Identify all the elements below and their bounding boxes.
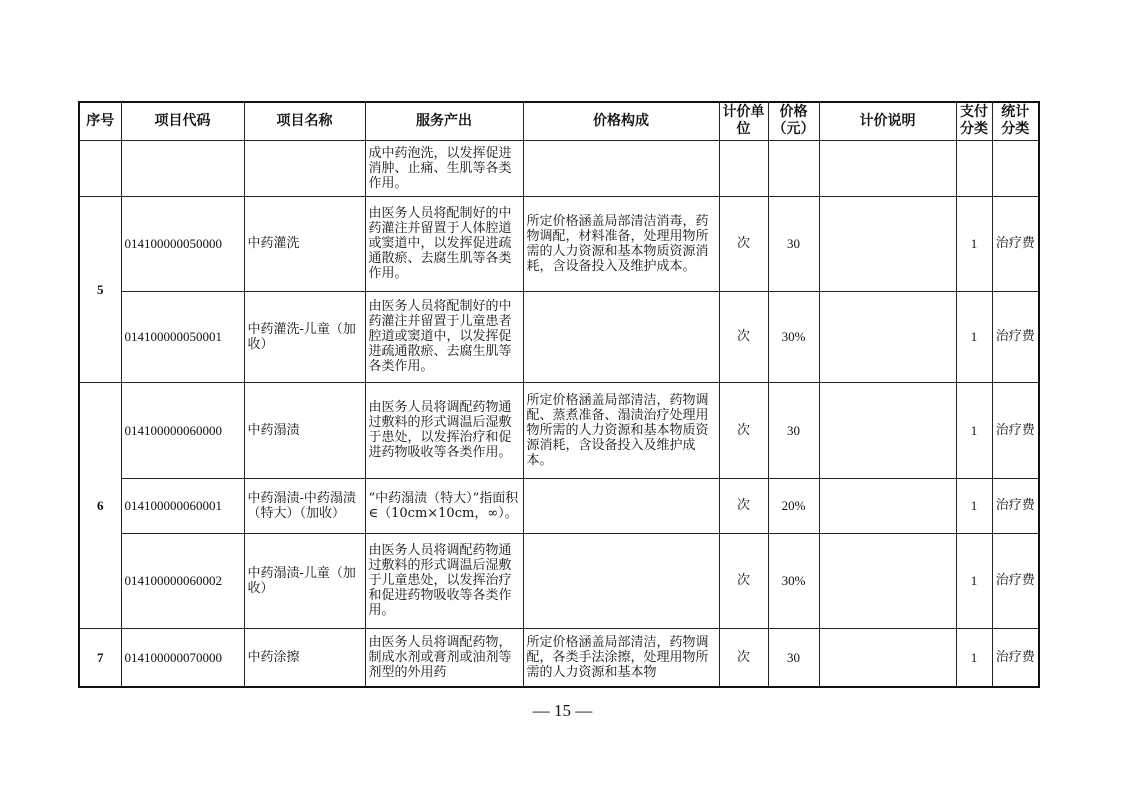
output-cell: 由医务人员将配制好的中药灌注并留置于儿童患者腔道或窦道中，以发挥促进疏通散瘀、去腐生肌等各类作用。 (365, 291, 523, 382)
note-cell (819, 478, 956, 533)
stat-cell (992, 140, 1039, 196)
seq-cell: 6 (79, 382, 121, 628)
pay-cell: 1 (956, 382, 992, 478)
header-price: 价格（元） (768, 102, 819, 140)
header-seq: 序号 (79, 102, 121, 140)
unit-cell: 次 (719, 628, 768, 687)
table-row (79, 628, 1039, 687)
price-composition-cell: 所定价格涵盖局部清洁，药物调配、蒸煮准备、溻渍治疗处理用物所需的人力资源和基本物质资源消耗，含设备投入及维护成本。 (523, 382, 719, 478)
name-cell: 中药涂擦 (244, 628, 365, 687)
unit-cell: 次 (719, 196, 768, 291)
header-output: 服务产出 (365, 102, 523, 140)
header-stat-category: 统计分类 (992, 102, 1039, 140)
stat-cell: 治疗费 (992, 291, 1039, 382)
note-cell (819, 140, 956, 196)
seq-cell: 7 (79, 628, 121, 687)
header-note: 计价说明 (819, 102, 956, 140)
name-cell: 中药溻渍 (244, 382, 365, 478)
pay-cell: 1 (956, 628, 992, 687)
header-unit: 计价单位 (719, 102, 768, 140)
name-cell: 中药溻渍-儿童（加收） (244, 533, 365, 628)
table-row (79, 140, 1039, 196)
price-cell: 20% (768, 478, 819, 533)
unit-cell: 次 (719, 478, 768, 533)
pay-cell: 1 (956, 533, 992, 628)
seq-cell: 5 (79, 196, 121, 382)
price-cell: 30% (768, 291, 819, 382)
table-row (79, 196, 1039, 291)
code-cell: 014100000060002 (121, 533, 244, 628)
output-cell: 由医务人员将调配药物通过敷料的形式调温后湿敷于儿童患处，以发挥治疗和促进药物吸收等各类作用。 (365, 533, 523, 628)
name-cell: 中药灌洗 (244, 196, 365, 291)
code-cell: 014100000070000 (121, 628, 244, 687)
unit-cell: 次 (719, 291, 768, 382)
stat-cell: 治疗费 (992, 196, 1039, 291)
price-cell (768, 140, 819, 196)
page-number: — 15 — (532, 701, 593, 720)
price-composition-cell (523, 291, 719, 382)
header-row (79, 102, 1039, 140)
header-pay-category: 支付分类 (956, 102, 992, 140)
price-composition-cell (523, 478, 719, 533)
stat-cell: 治疗费 (992, 382, 1039, 478)
pay-cell: 1 (956, 291, 992, 382)
code-cell: 014100000050001 (121, 291, 244, 382)
header-code: 项目代码 (121, 102, 244, 140)
unit-cell: 次 (719, 533, 768, 628)
price-cell: 30 (768, 382, 819, 478)
table-row (79, 291, 1039, 382)
unit-cell (719, 140, 768, 196)
code-cell: 014100000050000 (121, 196, 244, 291)
pricing-table (78, 101, 1040, 688)
name-cell: 中药溻渍-中药溻渍（特大）（加收） (244, 478, 365, 533)
table-row (79, 382, 1039, 478)
stat-cell: 治疗费 (992, 478, 1039, 533)
seq-cell (79, 140, 121, 196)
pay-cell: 1 (956, 478, 992, 533)
unit-cell: 次 (719, 382, 768, 478)
code-cell (121, 140, 244, 196)
table-row (79, 533, 1039, 628)
stat-cell: 治疗费 (992, 628, 1039, 687)
price-composition-cell (523, 140, 719, 196)
header-name: 项目名称 (244, 102, 365, 140)
price-composition-cell (523, 533, 719, 628)
output-cell: 由医务人员将调配药物，制成水剂或膏剂或油剂等剂型的外用药 (365, 628, 523, 687)
output-cell: “中药溻渍（特大）”指面积∈（10cm×10cm，∞）。 (365, 478, 523, 533)
pay-cell (956, 140, 992, 196)
output-cell: 由医务人员将配制好的中药灌注并留置于人体腔道或窦道中，以发挥促进疏通散瘀、去腐生肌等各类作用。 (365, 196, 523, 291)
output-cell: 由医务人员将调配药物通过敷料的形式调温后湿敷于患处，以发挥治疗和促进药物吸收等各类作用。 (365, 382, 523, 478)
price-composition-cell: 所定价格涵盖局部清洁消毒，药物调配，材料准备，处理用物所需的人力资源和基本物质资源消耗，含设备投入及维护成本。 (523, 196, 719, 291)
header-price-composition: 价格构成 (523, 102, 719, 140)
note-cell (819, 533, 956, 628)
price-cell: 30% (768, 533, 819, 628)
name-cell: 中药灌洗-儿童（加收） (244, 291, 365, 382)
table-row (79, 478, 1039, 533)
note-cell (819, 196, 956, 291)
code-cell: 014100000060001 (121, 478, 244, 533)
note-cell (819, 382, 956, 478)
price-composition-cell: 所定价格涵盖局部清洁，药物调配，各类手法涂擦，处理用物所需的人力资源和基本物 (523, 628, 719, 687)
note-cell (819, 628, 956, 687)
code-cell: 014100000060000 (121, 382, 244, 478)
name-cell (244, 140, 365, 196)
pay-cell: 1 (956, 196, 992, 291)
price-cell: 30 (768, 196, 819, 291)
price-cell: 30 (768, 628, 819, 687)
note-cell (819, 291, 956, 382)
output-cell: 成中药泡洗，以发挥促进消肿、止痛、生肌等各类作用。 (365, 140, 523, 196)
stat-cell: 治疗费 (992, 533, 1039, 628)
